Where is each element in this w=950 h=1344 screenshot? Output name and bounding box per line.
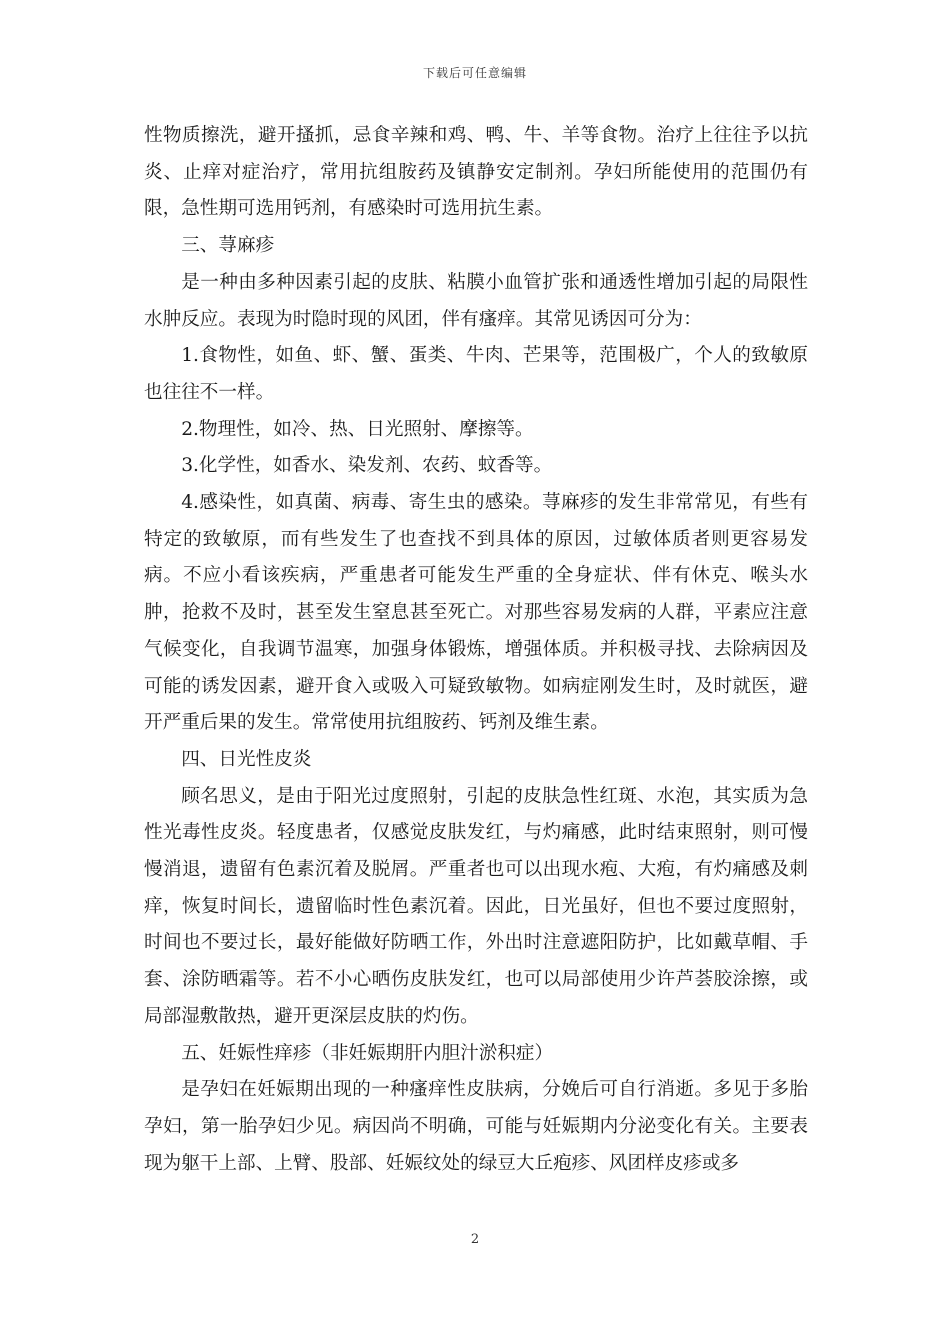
list-item: 1.食物性，如鱼、虾、蟹、蛋类、牛肉、芒果等，范围极广，个人的致敏原也往往不一样。 xyxy=(144,345,808,403)
list-item: 3.化学性，如香水、染发剂、农药、蚊香等。 xyxy=(181,455,553,477)
list-item: 4.感染性，如真菌、病毒、寄生虫的感染。荨麻疹的发生非常常见，有些有特定的致敏原，而有些发生了也查找不到具体的原因，过敏体质者则更容易发病。不应小看该疾病，严重患者可能发生严重的全身症状、伴有休克、喉头水肿，抢救不及时，甚至发生窒息甚至死亡。对那些容易发病的人群，平素应注意气候变化，自我调节温寒，加强身体锻炼，增强体质。并积极寻找、去除病因及可能的诱发因素，避开食入或吸入可疑致敏物。如病症刚发生时，及时就医，避开严重后果的发生。常常使用抗组胺药、钙剂及维生素。 xyxy=(144,492,808,734)
paragraph-continued: 性物质擦洗，避开搔抓，忌食辛辣和鸡、鸭、牛、羊等食物。治疗上往往予以抗炎、止痒对症治疗，常用抗组胺药及镇静安定制剂。孕妇所能使用的范围仍有限，急性期可选用钙剂，有感染时可选用抗生素。 xyxy=(144,125,808,220)
list-item: 2.物理性，如冷、热、日光照射、摩擦等。 xyxy=(181,418,534,440)
paragraph: 顾名思义，是由于阳光过度照射，引起的皮肤急性红斑、水泡，其实质为急性光毒性皮炎。轻度患者，仅感觉皮肤发红，与灼痛感，此时结束照射，则可慢慢消退，遗留有色素沉着及脱屑。严重者也可以出现水疱、大疱，有灼痛感及刺痒，恢复时间长，遗留临时性色素沉着。因此，日光虽好，但也不要过度照射，时间也不要过长，最好能做好防晒工作，外出时注意遮阳防护，比如戴草帽、手套、涂防晒霜等。若不小心晒伤皮肤发红，也可以局部使用少许芦荟胶涂擦，或局部湿敷散热，避开更深层皮肤的灼伤。 xyxy=(144,785,808,1027)
paragraph: 是孕妇在妊娠期出现的一种瘙痒性皮肤病，分娩后可自行消逝。多见于多胎孕妇，第一胎孕妇少见。病因尚不明确，可能与妊娠期内分泌变化有关。主要表现为躯干上部、上臂、股部、妊娠纹处的绿豆大丘疱疹、风团样皮疹或多 xyxy=(144,1079,808,1174)
section-heading-solar-dermatitis: 四、日光性皮炎 xyxy=(181,748,312,770)
section-heading-urticaria: 三、荨麻疹 xyxy=(181,235,275,257)
document-body xyxy=(144,118,808,1182)
page-number: 2 xyxy=(470,1232,480,1247)
paragraph: 是一种由多种因素引起的皮肤、粘膜小血管扩张和通透性增加引起的局限性水肿反应。表现为时隐时现的风团，伴有瘙痒。其常见诱因可分为： xyxy=(144,271,808,330)
page-header: 下载后可任意编辑 xyxy=(422,66,527,80)
section-heading-prurigo-of-pregnancy: 五、妊娠性痒疹（非妊娠期肝内胆汁淤积症） xyxy=(181,1042,554,1064)
